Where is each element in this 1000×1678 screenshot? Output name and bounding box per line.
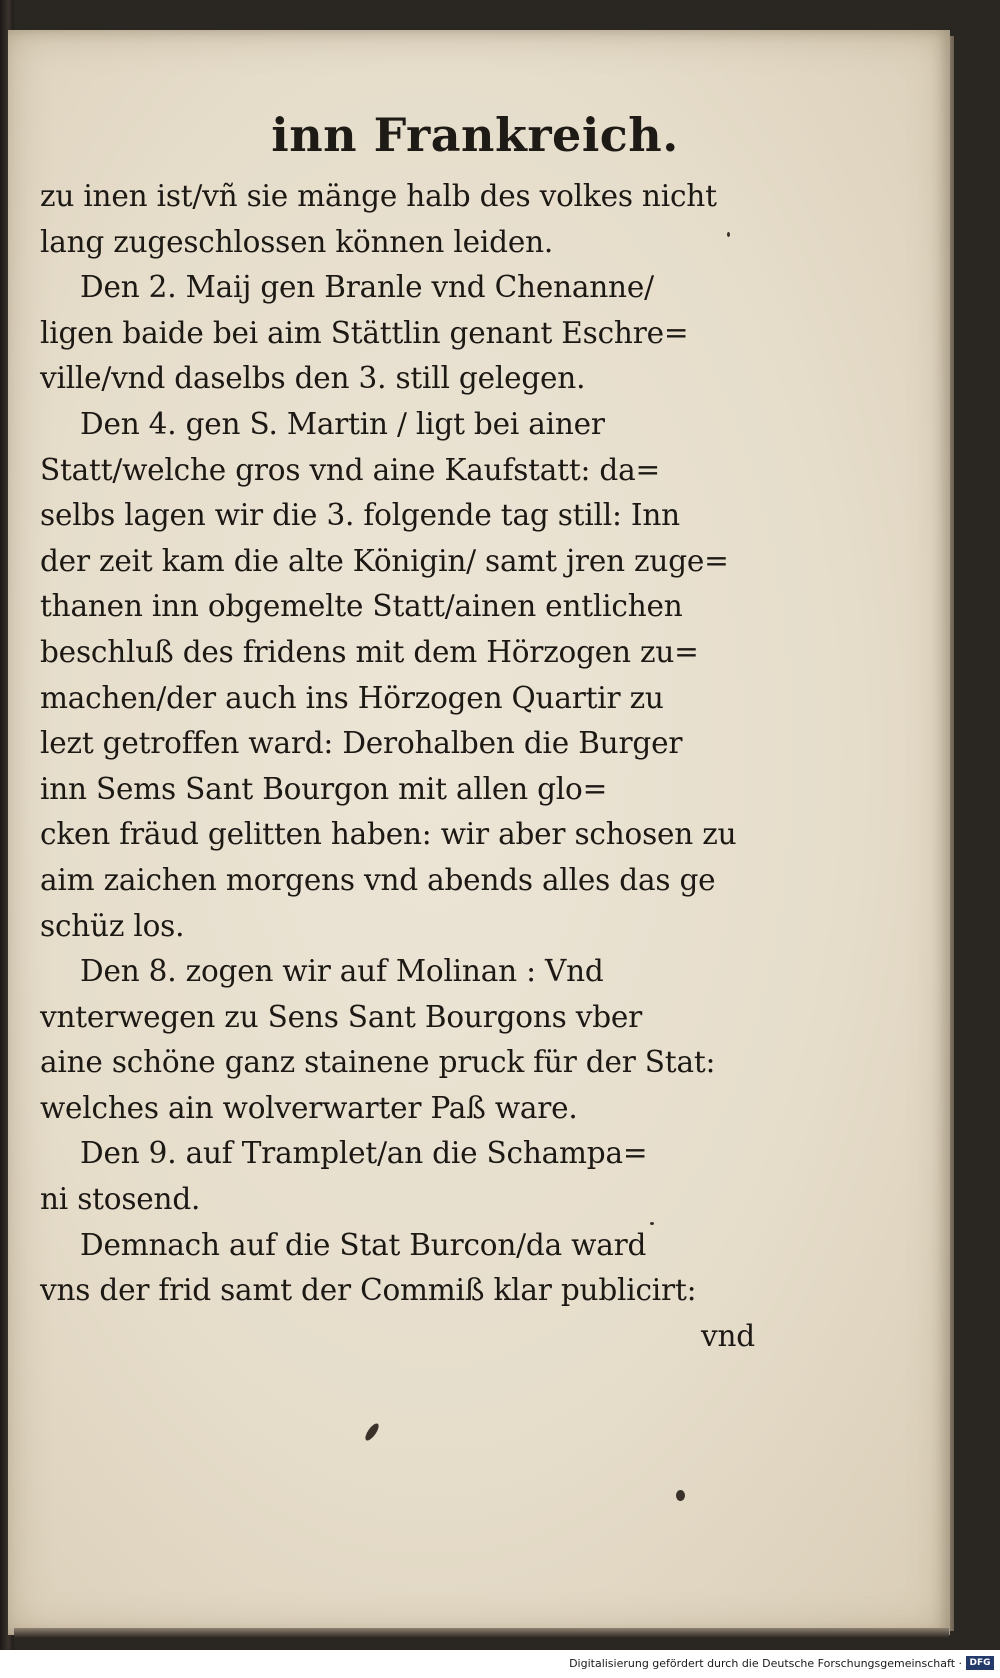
- text-line: ni stosend.: [40, 1182, 201, 1217]
- text-line: Den 8. zogen wir auf Molinan : Vnd: [80, 954, 604, 989]
- text-line: der zeit kam die alte Königin/ samt jren zuge=: [40, 543, 729, 578]
- footer-bar: [0, 1650, 1000, 1678]
- text-line: cken fräud gelitten haben: wir aber schosen zu: [40, 817, 737, 852]
- running-header: inn Frankreich.: [271, 108, 679, 162]
- dfg-logo: DFG: [966, 1656, 994, 1670]
- text-line: lezt getroffen ward: Derohalben die Burger: [40, 726, 683, 761]
- text-line: welches ain wolverwarter Paß ware.: [40, 1090, 578, 1125]
- text-line: beschluß des fridens mit dem Hörzogen zu=: [40, 634, 699, 669]
- catchword: vnd: [701, 1318, 755, 1353]
- text-line: ligen baide bei aim Stättlin genant Eschre=: [40, 315, 689, 350]
- text-line: Den 2. Maij gen Branle vnd Chenanne/: [80, 270, 654, 305]
- text-line: Demnach auf die Stat Burcon/da ward: [80, 1227, 647, 1262]
- text-line: machen/der auch ins Hörzogen Quartir zu: [40, 680, 664, 715]
- funding-credit: Digitalisierung gefördert durch die Deutsche Forschungsgemeinschaft ·: [569, 1657, 962, 1670]
- text-line: Den 9. auf Tramplet/an die Schampa=: [80, 1136, 648, 1171]
- ink-speck: [676, 1490, 685, 1501]
- text-line: inn Sems Sant Bourgon mit allen glo=: [40, 771, 608, 806]
- text-line: selbs lagen wir die 3. folgende tag still: Inn: [40, 498, 680, 533]
- text-line: zu inen ist/vñ sie mänge halb des volkes nicht: [40, 179, 717, 213]
- text-line: ville/vnd daselbs den 3. still gelegen.: [40, 361, 586, 396]
- ink-speck: [727, 232, 730, 237]
- page-bottom-shadow: [14, 1628, 949, 1638]
- ink-speck: [650, 1222, 654, 1225]
- text-line: aine schöne ganz stainene pruck für der Stat:: [40, 1045, 716, 1080]
- text-line: vns der frid samt der Commiß klar publicirt:: [40, 1273, 697, 1308]
- text-line: Statt/welche gros vnd aine Kaufstatt: da=: [40, 452, 660, 487]
- text-line: lang zugeschlossen können leiden.: [40, 224, 554, 259]
- page-text-block: [40, 174, 755, 1359]
- text-line: schüz los.: [40, 908, 185, 943]
- text-line: Den 4. gen S. Martin / ligt bei ainer: [80, 406, 605, 441]
- text-line: vnterwegen zu Sens Sant Bourgons vber: [40, 999, 643, 1034]
- text-line: aim zaichen morgens vnd abends alles das ge: [40, 862, 716, 897]
- text-line: thanen inn obgemelte Statt/ainen entlichen: [40, 589, 683, 624]
